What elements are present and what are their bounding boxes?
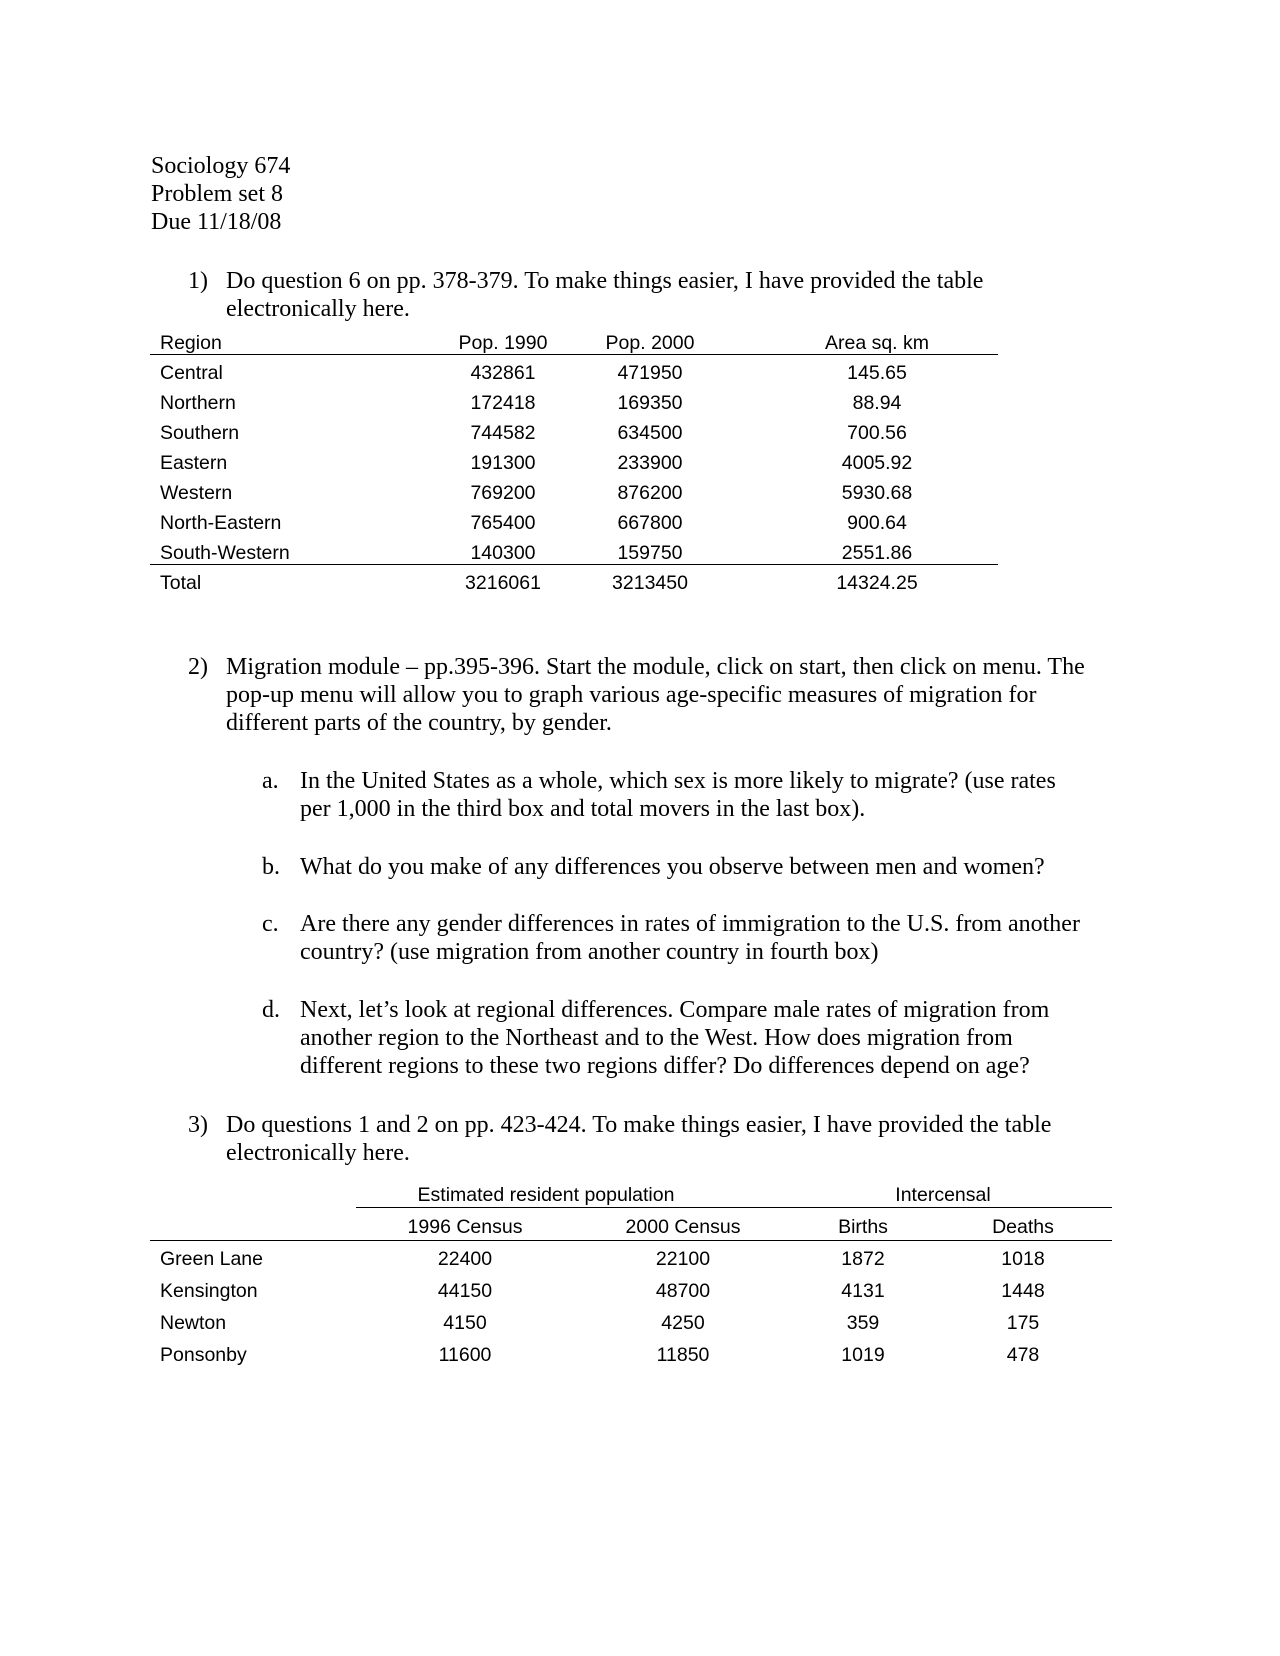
- document-header: [151, 152, 290, 236]
- pop-1990: 140300: [470, 542, 536, 564]
- part-c-line: Are there any gender differences in rates of immigration to the U.S. from another: [300, 911, 1080, 937]
- question-3-text: [226, 1111, 1051, 1167]
- table-header-row: [150, 1210, 1112, 1242]
- births: 359: [846, 1312, 880, 1334]
- deaths: 175: [1006, 1312, 1040, 1334]
- question-2-line: different parts of the country, by gender.: [226, 710, 612, 736]
- area: 900.64: [847, 512, 907, 534]
- question-1-line: electronically here.: [226, 296, 410, 322]
- census-1996: 4150: [443, 1312, 487, 1334]
- part-a-line: In the United States as a whole, which sex is more likely to migrate? (use rates: [300, 768, 1056, 794]
- total-pop-2000: 3213450: [612, 572, 688, 594]
- area: 700.56: [847, 422, 907, 444]
- problem-set-label: Problem set 8: [151, 181, 283, 207]
- area: 88.94: [852, 392, 902, 414]
- course-title: Sociology 674: [151, 153, 291, 179]
- pop-2000: 667800: [617, 512, 683, 534]
- part-c-label: c.: [262, 911, 279, 937]
- births: 1872: [841, 1248, 885, 1270]
- column-header: Deaths: [992, 1216, 1054, 1238]
- table-row: [150, 508, 998, 538]
- part-b-line: What do you make of any differences you observe between men and women?: [300, 854, 1045, 880]
- deaths: 1018: [1001, 1248, 1045, 1270]
- area-name: Green Lane: [160, 1248, 263, 1270]
- group-header-intercensal: Intercensal: [895, 1184, 991, 1206]
- pop-2000: 634500: [617, 422, 683, 444]
- group-rule-intercensal: [780, 1207, 1112, 1208]
- part-a-line: per 1,000 in the third box and total movers in the last box).: [300, 796, 866, 822]
- pop-1990: 765400: [470, 512, 536, 534]
- pop-1990: 769200: [470, 482, 536, 504]
- census-2000: 22100: [655, 1248, 711, 1270]
- column-header: Region: [160, 332, 222, 354]
- part-a-text: [300, 767, 1056, 823]
- table-row: [150, 388, 998, 418]
- deaths: 478: [1006, 1344, 1040, 1366]
- region-name: Northern: [160, 392, 236, 414]
- census-2000: 4250: [661, 1312, 705, 1334]
- question-2-number: 2): [188, 654, 208, 680]
- part-d-label: d.: [262, 997, 280, 1023]
- part-d-line: Next, let’s look at regional differences. Compare male rates of migration from: [300, 997, 1050, 1023]
- due-date: Due 11/18/08: [151, 209, 282, 235]
- total-rule: [150, 564, 998, 565]
- group-rule-population: [356, 1207, 780, 1208]
- table-row: [150, 358, 998, 388]
- question-1-number: 1): [188, 268, 208, 294]
- table-row: [150, 448, 998, 478]
- column-header: Pop. 2000: [605, 332, 695, 354]
- census-table: [150, 1178, 1112, 1370]
- census-1996: 44150: [437, 1280, 493, 1302]
- region-name: North-Eastern: [160, 512, 282, 534]
- region-population-table: [150, 328, 998, 598]
- area: 5930.68: [841, 482, 913, 504]
- area-name: Kensington: [160, 1280, 258, 1302]
- region-name: Eastern: [160, 452, 228, 474]
- table-row: [150, 418, 998, 448]
- part-d-line: different regions to these two regions differ? Do differences depend on age?: [300, 1053, 1030, 1079]
- column-header: Births: [838, 1216, 888, 1238]
- pop-1990: 191300: [470, 452, 536, 474]
- pop-2000: 169350: [617, 392, 683, 414]
- group-header-row: [150, 1178, 1112, 1210]
- region-name: Southern: [160, 422, 240, 444]
- pop-1990: 172418: [470, 392, 536, 414]
- region-name: Central: [160, 362, 223, 384]
- question-2-line: Migration module – pp.395-396. Start the module, click on start, then click on menu. The: [226, 654, 1085, 680]
- total-area: 14324.25: [836, 572, 918, 594]
- pop-1990: 432861: [470, 362, 536, 384]
- part-b-label: b.: [262, 854, 280, 880]
- question-3-line: electronically here.: [226, 1140, 410, 1166]
- region-name: Western: [160, 482, 233, 504]
- census-1996: 22400: [437, 1248, 493, 1270]
- header-rule: [150, 1240, 1112, 1241]
- pop-2000: 471950: [617, 362, 683, 384]
- total-pop-1990: 3216061: [465, 572, 541, 594]
- census-2000: 11850: [656, 1344, 710, 1366]
- part-a-label: a.: [262, 768, 279, 794]
- region-name: South-Western: [160, 542, 290, 564]
- question-2-text: [226, 653, 1085, 737]
- column-header: 2000 Census: [625, 1216, 741, 1238]
- question-1-line: Do question 6 on pp. 378-379. To make things easier, I have provided the table: [226, 268, 984, 294]
- area-name: Newton: [160, 1312, 227, 1334]
- births: 1019: [841, 1344, 885, 1366]
- census-1996: 11600: [438, 1344, 492, 1366]
- census-2000: 48700: [655, 1280, 711, 1302]
- area: 2551.86: [841, 542, 913, 564]
- column-header: 1996 Census: [407, 1216, 523, 1238]
- table-row: [150, 1338, 1112, 1370]
- table-row: [150, 478, 998, 508]
- table-row: [150, 1274, 1112, 1306]
- pop-2000: 876200: [617, 482, 683, 504]
- pop-2000: 159750: [617, 542, 683, 564]
- table-row: [150, 1242, 1112, 1274]
- part-d-line: another region to the Northeast and to the West. How does migration from: [300, 1025, 1013, 1051]
- part-c-text: [300, 910, 1080, 966]
- question-1-text: [226, 267, 983, 323]
- area-name: Ponsonby: [160, 1344, 247, 1366]
- group-header-population: Estimated resident population: [417, 1184, 675, 1206]
- pop-2000: 233900: [617, 452, 683, 474]
- question-3-line: Do questions 1 and 2 on pp. 423-424. To make things easier, I have provided the table: [226, 1112, 1052, 1138]
- table-row: [150, 1306, 1112, 1338]
- question-2-line: pop-up menu will allow you to graph various age-specific measures of migration for: [226, 682, 1037, 708]
- area: 4005.92: [841, 452, 913, 474]
- header-rule: [150, 354, 998, 355]
- question-3-number: 3): [188, 1112, 208, 1138]
- column-header: Area sq. km: [824, 332, 930, 354]
- area: 145.65: [847, 362, 907, 384]
- deaths: 1448: [1001, 1280, 1045, 1302]
- pop-1990: 744582: [470, 422, 536, 444]
- total-row: [150, 568, 998, 598]
- column-header: Pop. 1990: [458, 332, 548, 354]
- part-c-line: country? (use migration from another country in fourth box): [300, 939, 879, 965]
- total-label: Total: [160, 572, 202, 594]
- births: 4131: [841, 1280, 885, 1302]
- part-b-text: [300, 853, 1045, 881]
- part-d-text: [300, 996, 1049, 1080]
